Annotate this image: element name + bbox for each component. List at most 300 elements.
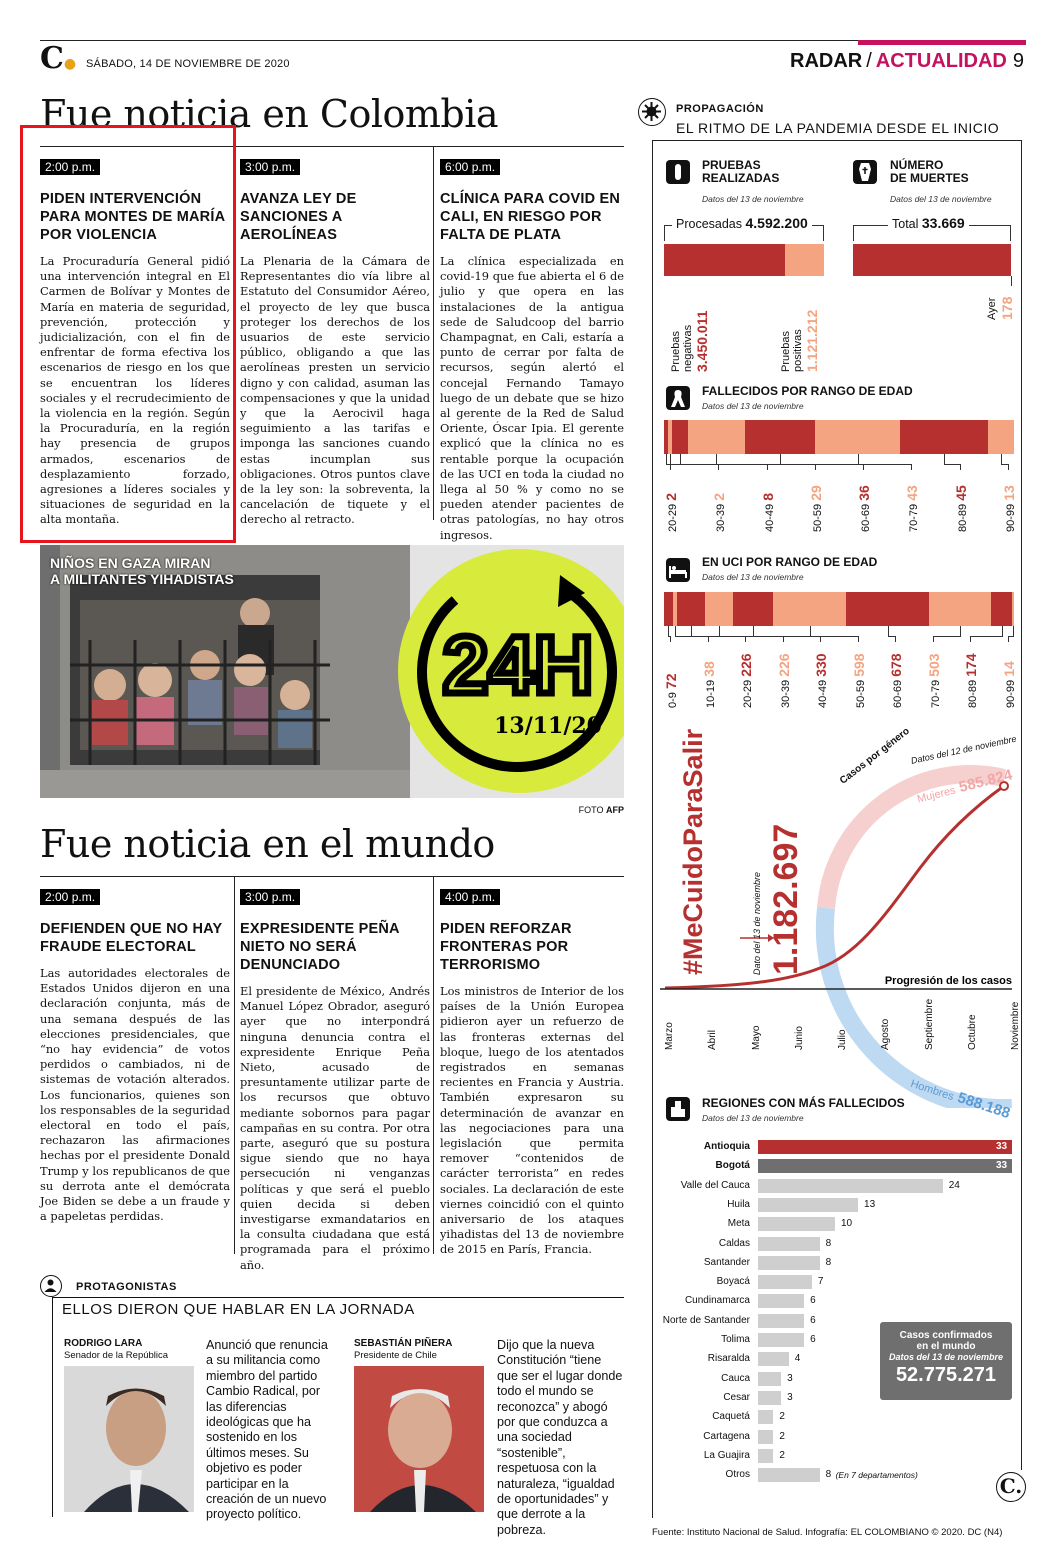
fallecidos-range-90-99: 90-99 bbox=[1005, 500, 1017, 532]
region-value: 6 bbox=[810, 1334, 816, 1345]
protagonistas-label: PROTAGONISTAS bbox=[76, 1281, 177, 1293]
infographic-rule bbox=[652, 140, 1022, 141]
regiones-chart bbox=[630, 1140, 1020, 1490]
muertes-title-line2: DE MUERTES bbox=[890, 171, 969, 185]
negativas-text2: negativas bbox=[682, 324, 694, 372]
region-label: Caldas bbox=[718, 1237, 750, 1249]
news-photo bbox=[40, 545, 624, 798]
ayer-text: Ayer bbox=[986, 297, 998, 320]
region-label: Tolima bbox=[721, 1334, 750, 1345]
negativas-text1: Pruebas bbox=[670, 331, 682, 372]
uci-segment-90-99 bbox=[1012, 592, 1014, 626]
fallecidos-segment-40-49 bbox=[672, 420, 688, 454]
month-label-abril: Abril bbox=[707, 1029, 719, 1050]
section-color-bar bbox=[858, 40, 1026, 45]
colombia-news-3 bbox=[440, 158, 624, 543]
person-text: Anunció que renuncia a su militancia como miembro del partido Cambio Radical, por las diferencias ideológicas que ha sostenido en los últimos meses. Su objetivo es poder participar en la creación de un nuevo proyecto político. bbox=[206, 1338, 328, 1522]
muertes-bar bbox=[853, 244, 1011, 276]
fallecidos-label-30-39 bbox=[711, 493, 727, 532]
uci-leader-40-49 bbox=[753, 626, 754, 636]
uci-label-90-99 bbox=[1001, 661, 1017, 708]
newspaper-logo: C● bbox=[40, 41, 77, 76]
uci-range-10-19: 10-19 bbox=[704, 676, 717, 708]
fallecidos-segment-90-99 bbox=[988, 420, 1014, 454]
uci-leader-v-50-59 bbox=[858, 636, 859, 642]
world-news-3 bbox=[440, 888, 624, 1258]
fallecidos-value-80-89: 45 bbox=[952, 485, 969, 501]
fallecidos-title: FALLECIDOS POR RANGO DE EDAD bbox=[702, 384, 913, 398]
region-label: Meta bbox=[727, 1218, 750, 1230]
month-labels bbox=[664, 992, 1021, 1052]
uci-value-70-79: 503 bbox=[925, 653, 942, 677]
fallecidos-label-40-49 bbox=[760, 493, 776, 532]
news-headline: PIDEN REFORZAR FRONTERAS POR TERRORISMO bbox=[440, 921, 572, 973]
month-label-noviembre: Noviembre bbox=[1010, 1001, 1021, 1050]
news-body: Los ministros de Interior de los países de la Unión Europea pidieron ayer un refuerzo de las fronteras externas del bloque, luego de los atentados registrados en semanas recientes en Francia y Austria. También expresaron su determinación de avanzar en las negociaciones para una legislación que permita remover “contenidos de carácter terrorista” en redes sociales. La declaración de este viernes coincidió con el quinto aniversario de los ataques yihadistas del 13 de noviembre de 2015 en París, Francia. bbox=[440, 984, 624, 1257]
uci-label-10-19 bbox=[701, 661, 717, 708]
fallecidos-labels bbox=[663, 454, 1017, 544]
time-badge: 3:00 p.m. bbox=[240, 159, 300, 175]
fallecidos-value-70-79: 43 bbox=[904, 485, 921, 501]
region-label: Caquetá bbox=[712, 1411, 750, 1423]
gender-date: Datos del 12 de noviembre bbox=[910, 733, 1018, 766]
ayer-value bbox=[999, 297, 1015, 320]
world-news-2 bbox=[240, 888, 430, 1273]
region-value: 4 bbox=[794, 1353, 801, 1365]
muertes-title-line1: NÚMERO bbox=[890, 158, 944, 172]
region-label: Antioquia bbox=[703, 1141, 750, 1152]
world-date: Datos del 13 de noviembre bbox=[888, 1352, 1004, 1362]
muertes-total bbox=[888, 215, 969, 231]
person-name: RODRIGO LARA bbox=[64, 1338, 143, 1349]
uci-leader-20-29 bbox=[691, 626, 692, 636]
total-date: Dato del 13 de noviembre bbox=[752, 871, 762, 975]
photo-caption-line1: NIÑOS EN GAZA MIRAN bbox=[50, 555, 211, 571]
rodrigo-lara-photo bbox=[64, 1366, 194, 1512]
region-label: Cauca bbox=[721, 1372, 750, 1384]
24h-text: 24H bbox=[442, 620, 594, 711]
progresion-axis-title: Progresión de los casos bbox=[884, 975, 1012, 987]
ayer-label bbox=[986, 298, 998, 320]
uci-label-20-29 bbox=[738, 653, 754, 708]
protagonistas-rule bbox=[52, 1297, 624, 1298]
positivas-number: 1.121.212 bbox=[804, 309, 820, 372]
month-label-septiembre: Septiembre bbox=[923, 998, 935, 1050]
region-bar bbox=[758, 1140, 1012, 1154]
fallecidos-date: Datos del 13 de noviembre bbox=[702, 401, 804, 411]
muertes-tick bbox=[1011, 276, 1012, 286]
map-icon bbox=[666, 1097, 690, 1121]
ribbon-icon bbox=[666, 386, 690, 410]
bottom-logo: C. bbox=[996, 1472, 1026, 1502]
section-title bbox=[790, 50, 1024, 73]
region-bar bbox=[758, 1198, 858, 1212]
uci-leader-50-59 bbox=[810, 626, 811, 636]
person-name: SEBASTIÁN PIÑERA bbox=[354, 1338, 453, 1349]
fallecidos-value-60-69: 36 bbox=[856, 485, 873, 501]
section-radar: RADAR bbox=[790, 50, 863, 72]
region-value: 7 bbox=[817, 1276, 824, 1288]
negativas-label2 bbox=[682, 325, 694, 372]
uci-leader-90-99 bbox=[1013, 626, 1014, 636]
region-bar bbox=[758, 1217, 835, 1231]
fallecidos-leader-h-80-89 bbox=[944, 464, 961, 465]
uci-leader-v-80-89 bbox=[970, 636, 971, 642]
month-label-junio: Junio bbox=[793, 1026, 805, 1050]
region-bar bbox=[758, 1391, 781, 1405]
world-top-rule bbox=[40, 876, 624, 877]
region-bar bbox=[758, 1449, 773, 1463]
fallecidos-leader-30-39 bbox=[670, 454, 671, 464]
region-bar bbox=[758, 1314, 804, 1328]
uci-range-0-9: 0-9 bbox=[667, 689, 679, 708]
uci-value-30-39: 226 bbox=[775, 653, 792, 677]
region-label: Santander bbox=[703, 1256, 750, 1268]
protagonistas-subtitle: ELLOS DIERON QUE HABLAR EN LA JORNADA bbox=[62, 1301, 415, 1318]
uci-value-50-59: 598 bbox=[850, 653, 867, 677]
region-bar bbox=[758, 1159, 1012, 1173]
bed-icon bbox=[666, 558, 690, 582]
region-label: Boyacá bbox=[716, 1276, 750, 1288]
region-bar bbox=[758, 1179, 943, 1193]
fallecidos-label-20-29 bbox=[663, 493, 679, 532]
month-label-marzo: Marzo bbox=[664, 1022, 675, 1050]
fallecidos-label-50-59 bbox=[808, 485, 824, 532]
negativas-label bbox=[670, 331, 682, 372]
pruebas-title-line2: REALIZADAS bbox=[702, 171, 780, 185]
photo-credit-prefix: FOTO bbox=[578, 805, 604, 815]
uci-segment-50-59 bbox=[773, 592, 846, 626]
region-label: Valle del Cauca bbox=[680, 1179, 750, 1191]
uci-value-10-19: 38 bbox=[700, 661, 717, 677]
region-label: Bogotá bbox=[715, 1160, 750, 1172]
uci-label-80-89 bbox=[963, 653, 979, 708]
pruebas-title-line1: PRUEBAS bbox=[702, 158, 761, 172]
pruebas-bar bbox=[664, 244, 824, 276]
news-headline: EXPRESIDENTE PEÑA NIETO NO SERÁ DENUNCIADO bbox=[240, 921, 400, 973]
regiones-title: REGIONES CON MÁS FALLECIDOS bbox=[702, 1096, 905, 1110]
world-line1: Casos confirmados bbox=[899, 1330, 993, 1341]
time-badge: 6:00 p.m. bbox=[440, 159, 500, 175]
news-headline: AVANZA LEY DE SANCIONES A AEROLÍNEAS bbox=[240, 191, 357, 243]
region-value: 10 bbox=[840, 1218, 853, 1230]
uci-leader-h-80-89 bbox=[970, 636, 1002, 637]
person-role: Presidente de Chile bbox=[354, 1350, 437, 1361]
uci-label-0-9 bbox=[663, 673, 679, 708]
fallecidos-value-40-49: 8 bbox=[759, 493, 776, 501]
fallecidos-range-20-29: 20-29 bbox=[667, 500, 679, 532]
uci-leader-0-9 bbox=[668, 626, 669, 636]
region-value: 13 bbox=[864, 1198, 876, 1210]
uci-segment-40-49 bbox=[733, 592, 773, 626]
world-heading: Fue noticia en el mundo bbox=[40, 822, 495, 866]
regiones-date: Datos del 13 de noviembre bbox=[702, 1113, 804, 1123]
muertes-title bbox=[890, 159, 969, 185]
pruebas-date: Datos del 13 de noviembre bbox=[702, 194, 804, 204]
news-headline: CLÍNICA PARA COVID EN CALI, EN RIESGO POR FALTA DE PLATA bbox=[440, 191, 621, 243]
uci-segment-20-29 bbox=[677, 592, 705, 626]
region-bar bbox=[758, 1352, 789, 1366]
person-text: Dijo que la nueva Constitución “tiene que ser el lugar donde todo el mundo se reconozca” y abogó por que conduzca a una sociedad “sostenible”, respetuosa con la naturaleza, “igualdad de oportunidades” y que derrote a la pobreza. bbox=[497, 1338, 623, 1537]
fallecidos-label-60-69 bbox=[856, 485, 872, 532]
uci-range-40-49: 40-49 bbox=[817, 676, 830, 708]
uci-title: EN UCI POR RANGO DE EDAD bbox=[702, 555, 878, 569]
column-separator bbox=[433, 146, 434, 520]
uci-label-60-69 bbox=[888, 653, 904, 708]
region-value: 8 bbox=[825, 1237, 832, 1249]
page-number: 9 bbox=[1012, 50, 1024, 72]
time-badge: 4:00 p.m. bbox=[440, 889, 500, 905]
fallecidos-leader-v-70-79 bbox=[911, 464, 912, 470]
uci-leader-h-70-79 bbox=[933, 636, 961, 637]
positivas-value bbox=[804, 310, 820, 372]
positivas-label2 bbox=[792, 329, 804, 372]
fallecidos-label-90-99 bbox=[1001, 485, 1017, 532]
women-value: 585.824 bbox=[957, 766, 1015, 796]
fallecidos-segment-70-79 bbox=[815, 420, 900, 454]
uci-segment-80-89 bbox=[991, 592, 1012, 626]
hashtag: #MeCuidoParaSalir bbox=[678, 728, 708, 975]
region-label: La Guajira bbox=[703, 1449, 750, 1461]
region-value: 24 bbox=[948, 1179, 960, 1191]
uci-segment-70-79 bbox=[929, 592, 991, 626]
negativas-value bbox=[694, 310, 710, 372]
region-label: Norte de Santander bbox=[662, 1314, 750, 1326]
region-value: 6 bbox=[810, 1314, 816, 1326]
fallecidos-bar bbox=[664, 420, 1014, 454]
source-note: Fuente: Instituto Nacional de Salud. Infografía: EL COLOMBIANO © 2020. DC (N4) bbox=[652, 1527, 1003, 1538]
region-bar bbox=[758, 1333, 804, 1347]
uci-range-20-29: 20-29 bbox=[742, 676, 755, 708]
fallecidos-leader-90-99 bbox=[1001, 454, 1002, 464]
region-label: Huila bbox=[727, 1198, 750, 1210]
month-label-mayo: Mayo bbox=[750, 1025, 762, 1050]
total-label: Total bbox=[892, 217, 919, 231]
fallecidos-range-30-39: 30-39 bbox=[715, 500, 728, 532]
news-headline: DEFIENDEN QUE NO HAY FRAUDE ELECTORAL bbox=[40, 921, 223, 955]
region-value: 33 bbox=[996, 1141, 1008, 1152]
uci-leader-h-50-59 bbox=[810, 636, 859, 637]
uci-range-90-99: 90-99 bbox=[1005, 676, 1017, 708]
region-label: Otros bbox=[725, 1469, 750, 1481]
uci-leader-70-79 bbox=[960, 626, 961, 636]
fallecidos-value-30-39: 2 bbox=[711, 493, 728, 501]
women-text: Mujeres bbox=[915, 784, 957, 806]
fallecidos-range-50-59: 50-59 bbox=[811, 500, 824, 532]
processed-label: Procesadas bbox=[676, 217, 743, 231]
fallecidos-label-80-89 bbox=[953, 485, 969, 532]
photo-credit bbox=[579, 805, 624, 815]
uci-range-60-69: 60-69 bbox=[892, 676, 905, 708]
time-badge: 2:00 p.m. bbox=[40, 159, 100, 175]
24h-badge bbox=[380, 545, 624, 798]
uci-range-70-79: 70-79 bbox=[929, 676, 942, 708]
virus-icon bbox=[638, 98, 666, 126]
region-value: 2 bbox=[779, 1430, 785, 1442]
fallecidos-segment-60-69 bbox=[745, 420, 816, 454]
uci-leader-v-90-99 bbox=[1008, 636, 1009, 642]
region-bar bbox=[758, 1237, 820, 1251]
photo-credit-agency: AFP bbox=[606, 805, 624, 815]
month-label-octubre: Octubre bbox=[966, 1014, 978, 1050]
coffin-icon bbox=[853, 160, 877, 184]
uci-leader-v-70-79 bbox=[933, 636, 934, 642]
gender-label: Casos por género bbox=[838, 725, 912, 787]
fallecidos-leader-60-69 bbox=[780, 454, 781, 464]
news-body: La clínica especializada en covid-19 que fue abierta el 6 de julio y que opera en las instalaciones de la antigua sede de Saludcoop del barrio Champagnat, en Cali, estaría a punto de cerrar por falta de recursos, según alertó el concejal Fernando Tamayo luego de un debate que se hizo al gerente de la Red de Salud Oriente, Óscar Ipia. El gerente explicó que la clínica no es rentable porque la ocupación de las UCI en toda la ciudad no llega al 50 % y como no se pueden atender pacientes de otras patologías, no hay otros ingresos. bbox=[440, 254, 624, 542]
men-text: Hombres bbox=[909, 1077, 956, 1104]
world-cases-box bbox=[880, 1322, 1012, 1400]
fallecidos-leader-20-29 bbox=[666, 454, 667, 464]
uci-leader-v-60-69 bbox=[895, 636, 896, 642]
news-headline: PIDEN INTERVENCIÓN PARA MONTES DE MARÍA POR VIOLENCIA bbox=[40, 191, 225, 243]
colombia-heading: Fue noticia en Colombia bbox=[40, 92, 499, 136]
uci-value-80-89: 174 bbox=[963, 653, 980, 677]
time-badge: 2:00 p.m. bbox=[40, 889, 100, 905]
negativas-number: 3.450.011 bbox=[694, 310, 710, 372]
sebastian-pinera-photo bbox=[354, 1366, 484, 1512]
highlight-box bbox=[20, 125, 236, 543]
column-separator bbox=[234, 876, 235, 1254]
page-date: SÁBADO, 14 DE NOVIEMBRE DE 2020 bbox=[86, 58, 290, 70]
pruebas-title bbox=[702, 159, 779, 185]
processed-value: 4.592.200 bbox=[745, 215, 808, 231]
uci-range-30-39: 30-39 bbox=[779, 676, 792, 708]
fallecidos-leader-50-59 bbox=[716, 454, 717, 464]
uci-leader-v-0-9 bbox=[670, 636, 671, 642]
region-label: Cartagena bbox=[703, 1430, 750, 1442]
total-value: 33.669 bbox=[921, 215, 965, 231]
region-others-note: (En 7 departamentos) bbox=[835, 1470, 918, 1481]
positivas-text1: Pruebas bbox=[780, 331, 792, 372]
uci-leader-30-39 bbox=[719, 626, 720, 636]
total-cases: 1.182.697 bbox=[767, 823, 805, 975]
section-actualidad: ACTUALIDAD bbox=[875, 50, 1007, 72]
region-value: 3 bbox=[787, 1391, 793, 1403]
world-line2: en el mundo bbox=[916, 1341, 976, 1352]
uci-date: Datos del 13 de noviembre bbox=[702, 572, 804, 582]
time-badge: 3:00 p.m. bbox=[240, 889, 300, 905]
colombia-news-2 bbox=[240, 158, 430, 528]
region-value: 2 bbox=[779, 1411, 785, 1423]
infographic-rule-right bbox=[1021, 140, 1022, 1470]
pruebas-processed bbox=[672, 215, 812, 231]
month-label-agosto: Agosto bbox=[880, 1018, 892, 1050]
uci-segment-30-39 bbox=[705, 592, 733, 626]
women-arc bbox=[826, 774, 1004, 908]
men-value: 588.188 bbox=[955, 1089, 1013, 1123]
uci-segment-60-69 bbox=[846, 592, 929, 626]
test-tube-icon bbox=[666, 160, 690, 184]
propagacion-subtitle: EL RITMO DE LA PANDEMIA DESDE EL INICIO bbox=[676, 120, 1000, 136]
news-body: El presidente de México, Andrés Manuel López Obrador, aseguró ayer que no interpondrá ninguna denuncia contra el expresidente Enrique Peña Nieto, acusado de presuntamente utilizar parte de los recursos que obtuvo mediante sobornos para pagar campañas en su contra. Por otra parte, aseguró que su postura sigue siendo que no haya persecución ni venganzas políticas y que será el pueblo quien decida si deben investigarse exmandatarios en la consulta ciudadana que está programada para el próximo año. bbox=[240, 984, 430, 1272]
region-value: 8 bbox=[825, 1469, 832, 1481]
region-value: 8 bbox=[825, 1256, 832, 1268]
uci-bar bbox=[664, 592, 1014, 626]
fallecidos-leader-80-89 bbox=[944, 454, 945, 464]
region-bar bbox=[758, 1430, 773, 1444]
protagonistas-rule-vertical bbox=[52, 1297, 53, 1517]
uci-segment-0-9 bbox=[664, 592, 673, 626]
fallecidos-segment-50-59 bbox=[688, 420, 745, 454]
fallecidos-range-60-69: 60-69 bbox=[860, 500, 873, 532]
region-label: Cesar bbox=[723, 1391, 750, 1403]
photo-caption bbox=[50, 555, 234, 587]
uci-range-80-89: 80-89 bbox=[967, 676, 980, 708]
region-bar bbox=[758, 1275, 812, 1289]
fallecidos-leader-v-90-99 bbox=[1008, 464, 1009, 470]
fallecidos-range-80-89: 80-89 bbox=[956, 500, 969, 532]
world-news-1 bbox=[40, 888, 230, 1224]
news-body: La Plenaria de la Cámara de Representantes dio vía libre al Estatuto del Consumidor Aéreo, el proyecto de ley que busca proteger los derechos de los usuarios de este servicio público, obligando a que las aerolíneas presten un servicio digno y con calidad, asuman las compensaciones y que la unidad y que la Aerocivil haga seguimiento a las tarifas e imponga las sanciones cuando estas incumplan sus obligaciones. Otros puntos clave de la ley son: la sobreventa, la cancelación de tiquete y el derecho al retracto. bbox=[240, 254, 430, 527]
region-value: 6 bbox=[810, 1295, 816, 1307]
fallecidos-leader-40-49 bbox=[680, 454, 681, 464]
region-label: Risaralda bbox=[707, 1353, 750, 1365]
uci-label-50-59 bbox=[851, 653, 867, 708]
month-label-julio: Julio bbox=[837, 1029, 848, 1050]
fallecidos-leader-70-79 bbox=[858, 454, 859, 464]
photo-caption-line2: A MILITANTES YIHADISTAS bbox=[50, 571, 234, 587]
positivas-label bbox=[780, 331, 792, 372]
person-icon bbox=[40, 1275, 62, 1297]
uci-label-30-39 bbox=[776, 653, 792, 708]
uci-labels bbox=[663, 626, 1017, 716]
uci-value-20-29: 226 bbox=[738, 653, 755, 677]
propagacion-label: PROPAGACIÓN bbox=[676, 103, 764, 115]
fallecidos-segment-80-89 bbox=[900, 420, 988, 454]
region-value: 2 bbox=[779, 1449, 785, 1461]
uci-label-40-49 bbox=[813, 653, 829, 708]
region-label: Cundinamarca bbox=[684, 1295, 750, 1307]
section-separator: / bbox=[866, 50, 872, 72]
column-separator bbox=[433, 876, 434, 1254]
region-bar bbox=[758, 1468, 820, 1482]
positivas-text2: positivas bbox=[792, 329, 804, 372]
fallecidos-leader-h-60-69 bbox=[780, 464, 864, 465]
ayer-number: 178 bbox=[999, 296, 1015, 320]
fallecidos-range-70-79: 70-79 bbox=[908, 500, 921, 532]
muertes-date: Datos del 13 de noviembre bbox=[890, 194, 992, 204]
region-bar bbox=[758, 1256, 820, 1270]
uci-value-0-9: 72 bbox=[663, 673, 679, 690]
fallecidos-value-90-99: 13 bbox=[1001, 485, 1017, 501]
uci-leader-60-69 bbox=[888, 626, 889, 636]
region-bar bbox=[758, 1294, 804, 1308]
world-value: 52.775.271 bbox=[895, 1364, 997, 1386]
uci-value-40-49: 330 bbox=[813, 653, 830, 677]
fallecidos-leader-h-70-79 bbox=[858, 464, 913, 465]
news-body: Las autoridades electorales de Estados Unidos dijeron en una declaración conjunta, más de una semana después de las elecciones presidenciales, que “no hay evidencia” de votos perdidos o cambiados, ni de sistemas de votación alterados. Los funcionarios, quienes son los responsables de la seguridad electoral en todo el país, rechazaron las afirmaciones hechas por el presidente Donald Trump y los republicanos de que su derrota ante el demócrata Joe Biden se debe a un fraude y a papeletas perdidas. bbox=[40, 966, 230, 1224]
uci-value-90-99: 14 bbox=[1001, 661, 1017, 677]
fallecidos-label-70-79 bbox=[904, 485, 920, 532]
24h-date: 13/11/20 bbox=[494, 713, 602, 739]
fallecidos-value-20-29: 2 bbox=[663, 493, 679, 501]
uci-leader-80-89 bbox=[1002, 626, 1003, 636]
uci-value-60-69: 678 bbox=[888, 653, 905, 677]
news-body: La Procuraduría General pidió una intervención integral en El Carmen de Bolívar y Montes de María en materia de seguridad, prevención, protección y judicialización, con el fin de enfrentar de forma efectiva los escenarios de riesgo en los que se encuentran los líderes sociales y el recrudecimiento de la violencia en la región. Según la Procuraduría, en la región hay presencia de grupos armados, escenarios de desplazamiento forzado, agresiones a líderes sociales y situaciones de seguridad en la alta montaña. bbox=[40, 254, 230, 527]
uci-label-70-79 bbox=[926, 653, 942, 708]
pruebas-positivas-bar bbox=[785, 244, 824, 276]
region-value: 33 bbox=[996, 1160, 1008, 1172]
fallecidos-range-40-49: 40-49 bbox=[763, 500, 776, 532]
region-bar bbox=[758, 1372, 781, 1386]
fallecidos-value-50-59: 29 bbox=[807, 485, 824, 501]
uci-range-50-59: 50-59 bbox=[854, 676, 867, 708]
region-value: 3 bbox=[787, 1372, 793, 1384]
fallecidos-leader-v-80-89 bbox=[960, 464, 961, 470]
pruebas-negativas-bar bbox=[664, 244, 785, 276]
region-bar bbox=[758, 1410, 773, 1424]
